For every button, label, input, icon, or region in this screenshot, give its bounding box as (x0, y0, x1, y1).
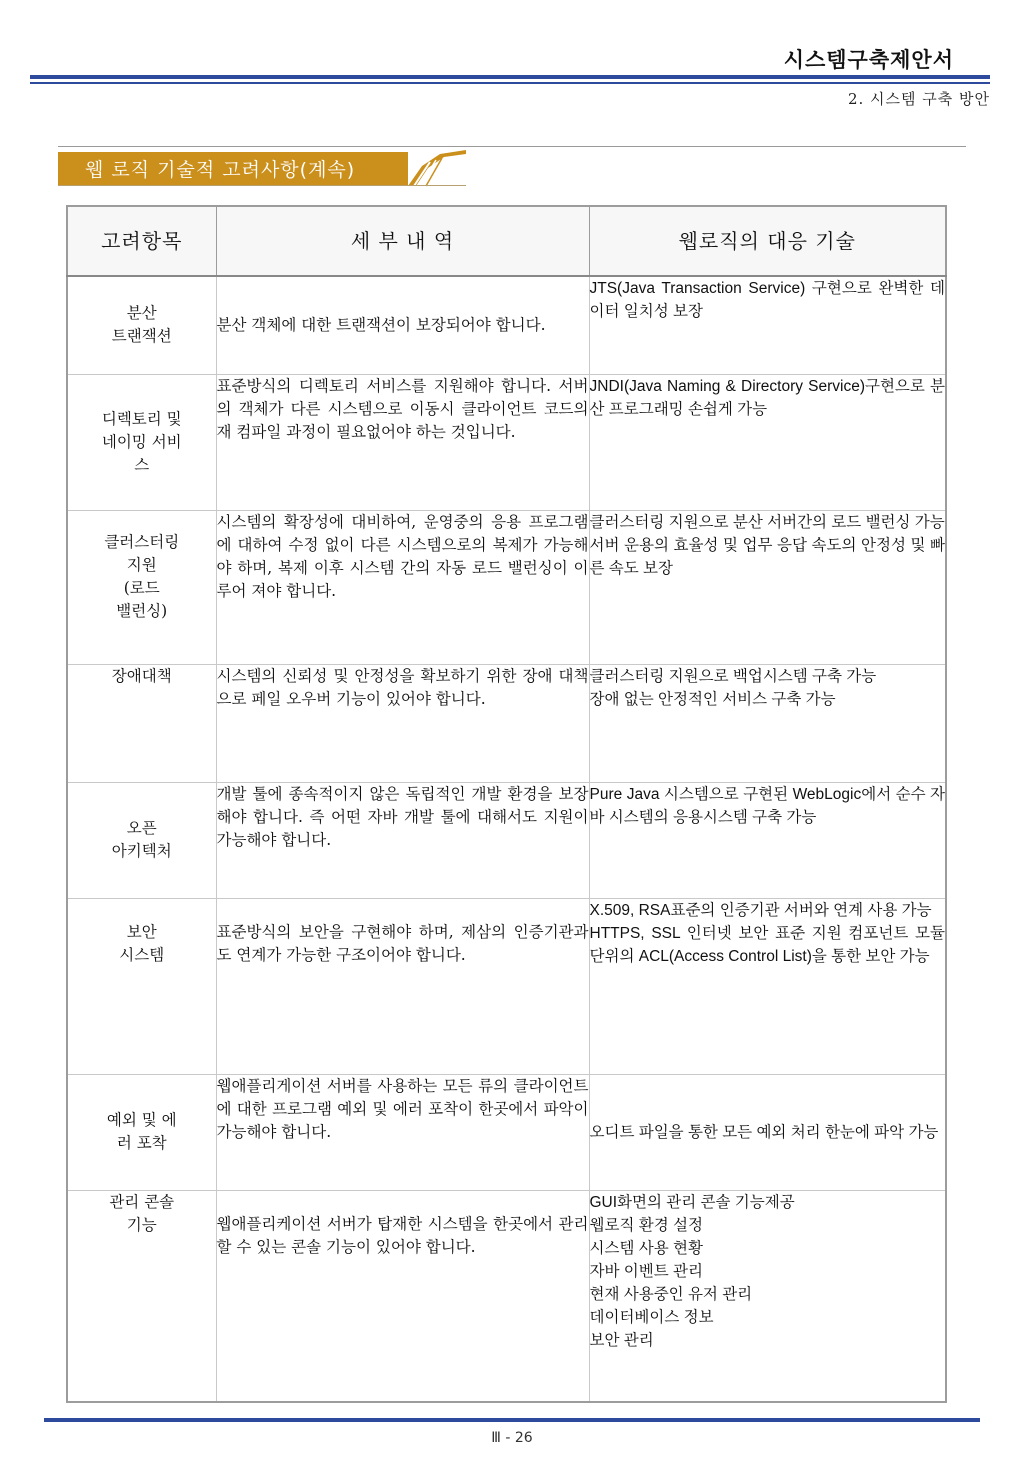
row-detail: 시스템의 확장성에 대비하여, 운영중의 응용 프로그램에 대하여 수정 없이 다른 시스템으로의 복제가 가능해야 하며, 복제 이후 시스템 간의 자동 로드 밸런싱이 이루어 져야 합니다. (216, 510, 589, 664)
row-tech: GUI화면의 관리 콘솔 기능제공 웹로직 환경 설정 시스템 사용 현황 자바 이벤트 관리 현재 사용중인 유저 관리 데이터베이스 정보 보안 관리 (589, 1190, 946, 1402)
header-rule-thin (30, 82, 990, 84)
row-item: 관리 콘솔 기능 (67, 1190, 216, 1402)
row-item: 예외 및 에 러 포착 (67, 1074, 216, 1190)
considerations-table (66, 205, 947, 1403)
table-row (67, 510, 946, 664)
row-detail: 개발 툴에 종속적이지 않은 독립적인 개발 환경을 보장해야 합니다. 즉 어떤 자바 개발 툴에 대해서도 지원이 가능해야 합니다. (216, 782, 589, 898)
row-tech: JNDI(Java Naming & Directory Service)구현으로 분산 프로그래밍 손쉽게 가능 (589, 374, 946, 510)
section-rule (58, 146, 966, 147)
table-row (67, 276, 946, 374)
row-item: 오픈 아키텍처 (67, 782, 216, 898)
page-number: Ⅲ - 26 (491, 1430, 533, 1446)
row-detail: 분산 객체에 대한 트랜잭션이 보장되어야 합니다. (216, 276, 589, 374)
header-tech: 웹로직의 대응 기술 (589, 206, 946, 276)
row-tech: X.509, RSA표준의 인증기관 서버와 연계 사용 가능 HTTPS, SSL 인터넷 보안 표준 지원 컴포넌트 모듈 단위의 ACL(Access Control List)을 통한 보안 가능 (589, 898, 946, 1074)
section-title-underline (58, 185, 466, 186)
row-detail: 웹애플리케이션 서버가 탑재한 시스템을 한곳에서 관리할 수 있는 콘솔 기능이 있어야 합니다. (216, 1190, 589, 1402)
table-row (67, 782, 946, 898)
row-item: 분산 트랜잭션 (67, 276, 216, 374)
footer-rule (44, 1418, 980, 1422)
table-row (67, 898, 946, 1074)
table-row (67, 374, 946, 510)
row-item: 클러스터링 지원 (로드 밸런싱) (67, 510, 216, 664)
document-title: 시스템구축제안서 (783, 48, 954, 72)
header-item: 고려항목 (67, 206, 216, 276)
table-row (67, 1190, 946, 1402)
row-detail: 웹애플리게이션 서버를 사용하는 모든 류의 클라이언트에 대한 프로그램 예외 및 에러 포착이 한곳에서 파악이 가능해야 합니다. (216, 1074, 589, 1190)
row-tech: 클러스터링 지원으로 백업시스템 구축 가능 장애 없는 안정적인 서비스 구축 가능 (589, 664, 946, 782)
table-row (67, 1074, 946, 1190)
row-detail: 표준방식의 보안을 구현해야 하며, 제삼의 인증기관과도 연계가 가능한 구조이어야 합니다. (216, 898, 589, 1074)
row-detail: 시스템의 신뢰성 및 안정성을 확보하기 위한 장애 대책으로 페일 오우버 기능이 있어야 합니다. (216, 664, 589, 782)
table-header-row (67, 206, 946, 276)
table-row (67, 664, 946, 782)
row-detail: 표준방식의 디렉토리 서비스를 지원해야 합니다. 서버의 객체가 다른 시스템으로 이동시 클라이언트 코드의 재 컴파일 과정이 필요없어야 하는 것입니다. (216, 374, 589, 510)
row-item: 보안 시스템 (67, 898, 216, 1074)
row-tech: 오디트 파일을 통한 모든 예외 처리 한눈에 파악 가능 (589, 1074, 946, 1190)
header-detail: 세 부 내 역 (216, 206, 589, 276)
section-subtitle: 2. 시스템 구축 방안 (847, 90, 990, 108)
row-tech: 클러스터링 지원으로 분산 서버간의 로드 밸런싱 가능 서버 운용의 효율성 및 업무 응답 속도의 안정성 및 빠른 속도 보장 (589, 510, 946, 664)
title-decoration-icon (400, 148, 466, 188)
row-tech: Pure Java 시스템으로 구현된 WebLogic에서 순수 자바 시스템의 응용시스템 구축 가능 (589, 782, 946, 898)
row-tech: JTS(Java Transaction Service) 구현으로 완벽한 데이터 일치성 보장 (589, 276, 946, 374)
section-title: 웹 로직 기술적 고려사항(계속) (85, 159, 356, 181)
header-rule-thick (30, 75, 990, 79)
row-item: 장애대책 (67, 664, 216, 782)
row-item: 디렉토리 및 네이밍 서비 스 (67, 374, 216, 510)
